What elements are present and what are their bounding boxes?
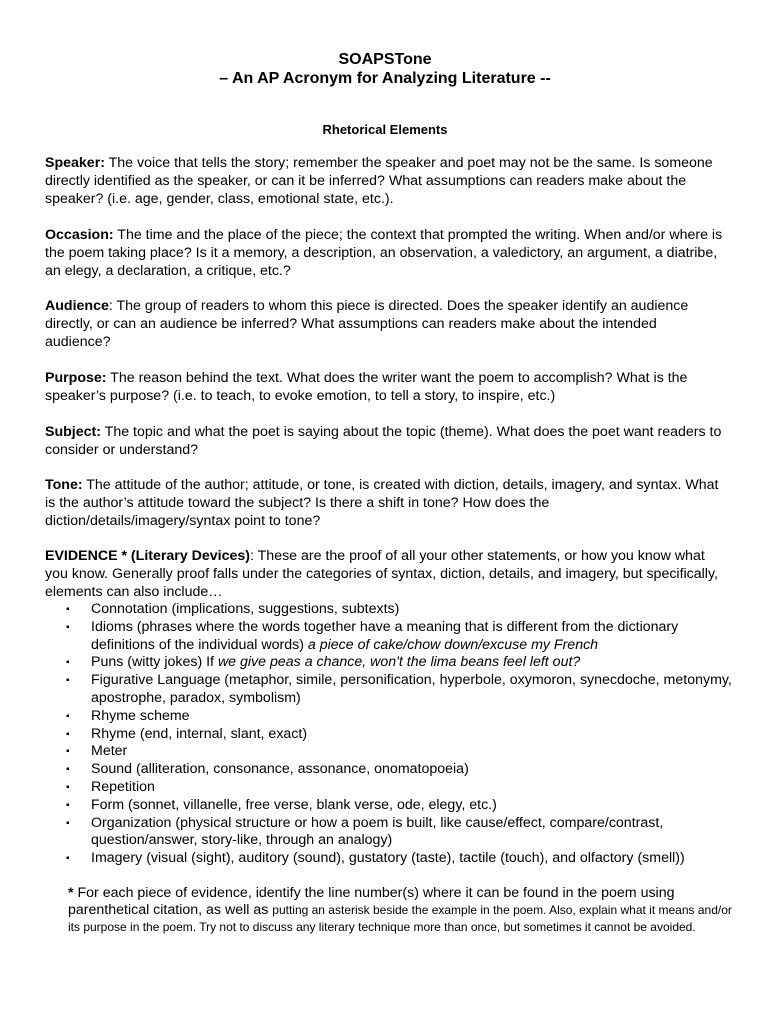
list-item-text: Connotation (implications, suggestions, subtexts) xyxy=(91,601,400,617)
document-title: SOAPSTone xyxy=(338,51,432,68)
subject-text: The topic and what the poet is saying about the topic (theme). What does the poet want readers to consider or understand? xyxy=(45,424,722,458)
evidence-term: EVIDENCE * (Literary Devices) xyxy=(45,548,251,564)
audience-text: : The group of readers to whom this piece is directed. Does the speaker identify an audience directly, or can an audience be inferred? What assumptions can readers make about the intended audience? xyxy=(45,298,689,350)
speaker-text: The voice that tells the story; remember the speaker and poet may not be the same. Is someone directly identified as the speaker, or can it be inferred? What assumptions can readers make about the speaker? (i.e. age, gender, class, emotional state, etc.). xyxy=(45,155,713,207)
list-item-text: Figurative Language (metaphor, simile, personification, hyperbole, oxymoron, synecdoche, metonymy, apostrophe, paradox, symbolism) xyxy=(91,672,732,706)
square-bullet-icon: ▪ xyxy=(66,604,70,615)
list-item-text: Imagery (visual (sight), auditory (sound), gustatory (taste), tactile (touch), and olfactory (smell)) xyxy=(91,850,685,867)
tone-term: Tone: xyxy=(45,477,83,493)
occasion-term: Occasion: xyxy=(45,227,114,243)
list-item-text: Puns (witty jokes) If xyxy=(91,654,218,671)
square-bullet-icon: ▪ xyxy=(66,817,70,829)
list-item-text: Form (sonnet, villanelle, free verse, blank verse, ode, elegy, etc.) xyxy=(91,796,497,813)
square-bullet-icon: ▪ xyxy=(66,764,70,776)
purpose-text: The reason behind the text. What does the writer want the poem to accomplish? What is the speaker’s purpose? (i.e. to teach, to evoke emotion, to tell a story, to inspire, etc.) xyxy=(45,370,688,404)
occasion-text: The time and the place of the piece; the context that prompted the writing. When and/or where is the poem taking place? Is it a memory, a description, an observation, a valedictory, an argument, a diatribe, an elegy, a declaration, a critique, etc.? xyxy=(45,227,723,279)
square-bullet-icon: ▪ xyxy=(66,781,70,793)
list-item-text: Rhyme (end, internal, slant, exact) xyxy=(91,725,308,742)
audience-paragraph xyxy=(45,297,725,351)
square-bullet-icon: ▪ xyxy=(66,746,70,758)
list-item-text: Sound (alliteration, consonance, assonance, onomatopoeia) xyxy=(91,761,469,778)
square-bullet-icon: ▪ xyxy=(66,657,70,669)
list-item-text: Organization (physical structure or how a poem is built, like cause/effect, compare/contrast, question/answer, story-like, through an analogy) xyxy=(91,814,664,849)
list-item xyxy=(45,797,735,815)
list-item xyxy=(45,850,735,868)
square-bullet-icon: ▪ xyxy=(66,799,70,811)
list-item-text: Rhyme scheme xyxy=(91,707,190,724)
square-bullet-icon: ▪ xyxy=(66,675,70,687)
evidence-paragraph xyxy=(45,547,725,601)
speaker-paragraph xyxy=(45,154,725,208)
list-item xyxy=(45,601,735,619)
list-item xyxy=(45,619,735,655)
list-item-text: Idioms (phrases where the words together have a meaning that is different from the dictionary definitions of the individual words) xyxy=(91,618,679,653)
subject-term: Subject: xyxy=(45,424,101,440)
list-item xyxy=(45,726,735,744)
list-item xyxy=(45,779,735,797)
footnote xyxy=(68,885,733,936)
document-subtitle: – An AP Acronym for Analyzing Literature -- xyxy=(219,70,551,87)
footnote-small-text: putting an asterisk beside the example in the poem. Also, explain what it means and/or its purpose in the poem. Try not to discuss any literary technique more than once, but sometimes it cannot be avoided. xyxy=(68,903,732,934)
subject-paragraph xyxy=(45,423,725,459)
square-bullet-icon: ▪ xyxy=(66,710,70,722)
list-item xyxy=(45,761,735,779)
list-item-text: Repetition xyxy=(91,778,155,795)
tone-text: The attitude of the author; attitude, or tone, is created with diction, details, imagery, and syntax. What is the author’s attitude toward the subject? Is there a shift in tone? How does the diction/details/imagery/syntax point to tone? xyxy=(45,477,719,529)
evidence-text: : These are the proof of all your other statements, or how you know what you know. Generally proof falls under the categories of syntax, diction, details, and imagery, but specifically, elements can also include… xyxy=(45,548,718,600)
square-bullet-icon: ▪ xyxy=(66,853,70,865)
footnote-asterisk: * xyxy=(68,885,74,901)
list-item xyxy=(45,708,735,726)
tone-paragraph xyxy=(45,476,725,530)
footnote-text: For each piece of evidence, identify the line number(s) where it can be found in the poem using parenthetical citation, as well as xyxy=(68,885,675,918)
purpose-paragraph xyxy=(45,369,725,405)
list-item-text: Meter xyxy=(91,743,128,760)
list-item xyxy=(45,672,735,708)
list-item xyxy=(45,654,735,672)
section-heading: Rhetorical Elements xyxy=(322,122,448,137)
literary-devices-list xyxy=(45,601,735,868)
list-item xyxy=(45,743,735,761)
list-item xyxy=(45,815,735,851)
audience-term: Audience xyxy=(45,298,109,314)
purpose-term: Purpose: xyxy=(45,370,107,386)
list-item-example: a piece of cake/chow down/excuse my French xyxy=(307,636,599,653)
square-bullet-icon: ▪ xyxy=(66,728,70,740)
speaker-term: Speaker: xyxy=(45,155,105,171)
square-bullet-icon: ▪ xyxy=(66,621,70,633)
list-item-example: we give peas a chance, won't the lima beans feel left out? xyxy=(217,654,581,671)
occasion-paragraph xyxy=(45,226,725,280)
